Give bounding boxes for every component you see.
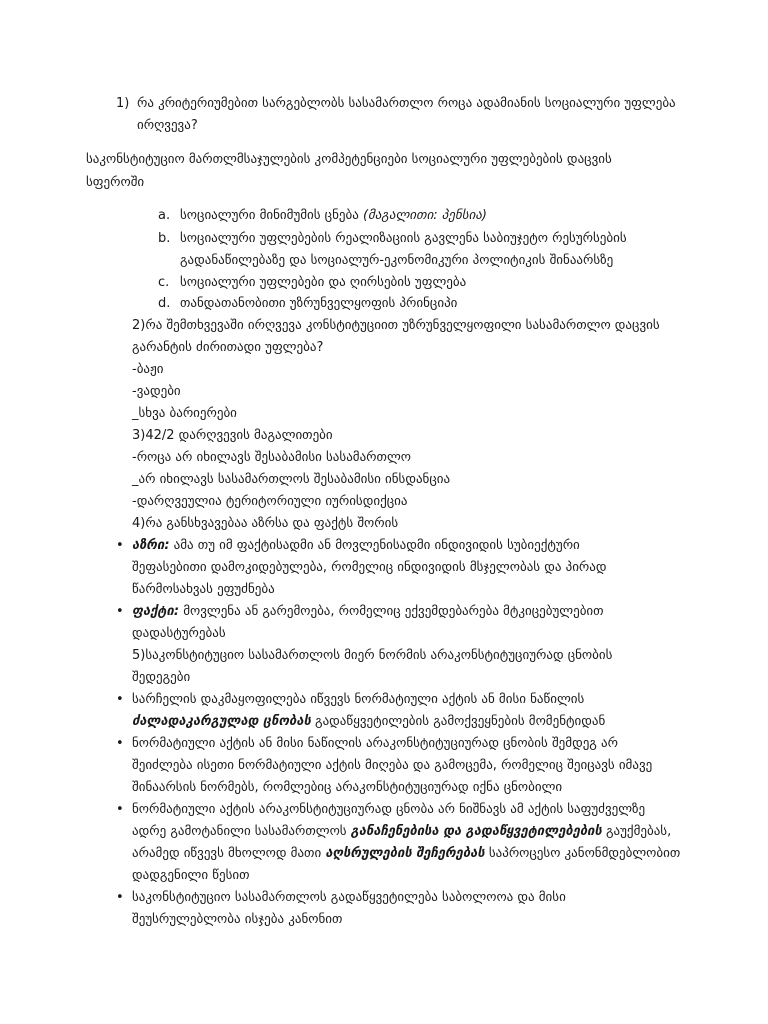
list-letter-d: d. — [158, 296, 171, 311]
opinion-line2: შეფასებითი დამოკიდებულება, რომელიც ინდივიდის მსჯელობას და პირად — [132, 560, 607, 575]
q2-item-2: -ვადები — [132, 384, 181, 399]
list-item-d: თანდათანობითი უზრუნველყოფის პრინციპი — [180, 296, 458, 311]
q5-b1-line2-rest: გადაწყვეტილების გამოქვეყნების მომენტიდან — [310, 714, 606, 729]
q3-item-2: _არ იხილავს სასამართლოს შესაბამისი ინსდანცია — [132, 472, 451, 487]
q2-line1: 2)რა შემთხვევაში ირღვევა კონსტიტუციით უზრუნველყოფილი სასამართლო დაცვის — [132, 318, 660, 333]
q5-b4-line2: შეუსრულებლობა ისჯება კანონით — [132, 912, 343, 927]
q5-b1-line2 — [132, 712, 605, 732]
list-item-a-text: სოციალური მინიმუმის ცნება — [180, 208, 363, 223]
q3-line1: 3)42/2 დარღვევის მაგალითები — [132, 428, 333, 443]
q5-b3-line3-a: არამედ იწვევს მხოლოდ მათი — [132, 846, 326, 861]
q5-b3-line2-a: ადრე გამოტანილი სასამართლოს — [132, 824, 351, 839]
list-item-b-line2: გადანაწილებაზე და სოციალურ-ეკონომიკური პოლიტიკის შინაარსზე — [180, 253, 614, 268]
list-item-c: სოციალური უფლებები და ღირსების უფლება — [180, 275, 467, 290]
q3-item-1: -როცა არ იხილავს შესაბამისი სასამართლო — [132, 450, 411, 465]
q1-number: 1) — [116, 96, 130, 111]
q5-b2-line2: შეიძლება ისეთი ნორმატიული აქტის მიღება და გამოცემა, რომელიც შეიცავს იმავე — [132, 758, 653, 773]
q5-line1: 5)საკონსტიტუციო სასამართლოს მიერ ნორმის არაკონსტიტუციურად ცნობის — [132, 648, 613, 663]
q5-b3-line2-emphasis: განაჩენებისა და გადაწყვეტილებების — [350, 824, 602, 839]
q5-b3-line2 — [132, 822, 671, 842]
opinion-text-1: ამა თუ იმ ფაქტისადმი ან მოვლენისადმი ინდივიდის სუბიექტური — [169, 538, 580, 553]
bullet-fact: • — [116, 604, 124, 619]
q2-line2: გარანტის ძირითადი უფლება? — [132, 340, 324, 355]
list-item-b-line1: სოციალური უფლებების რეალიზაციის გავლენა საბიუჯეტო რესურსების — [180, 231, 627, 246]
q5-b3-line2-b: გაუქმებას, — [601, 824, 672, 839]
opinion-line1 — [132, 536, 580, 556]
bullet-q5-3: • — [116, 802, 124, 817]
q5-b3-line3 — [132, 844, 680, 864]
intro-line1: საკონსტიტუციო მართლმსაჯულების კომპეტენციები სოციალური უფლებების დაცვის — [86, 152, 612, 167]
q5-b2-line3: შინაარსის ნორმებს, რომლებიც არაკონსტიტუციურად იქნა ცნობილი — [132, 780, 563, 795]
q4-line1: 4)რა განსხვავებაა აზრსა და ფაქტს შორის — [132, 516, 399, 531]
list-item-a — [180, 206, 487, 226]
bullet-opinion: • — [116, 538, 124, 553]
q2-item-3: _სხვა ბარიერები — [132, 406, 237, 421]
q5-b3-line4: დადგენილი წესით — [132, 868, 250, 883]
q5-b1-emphasis: ძალადაკარგულად ცნობას — [132, 714, 311, 729]
q5-b3-line3-emphasis: აღსრულების შეჩერებას — [325, 846, 485, 861]
list-letter-a: a. — [158, 208, 171, 223]
q5-b4-line1: საკონსტიტუციო სასამართლოს გადაწყვეტილება საბოლოოა და მისი — [132, 890, 566, 905]
q3-item-3: -დარღვეულია ტერიტორიული იურისდიქცია — [132, 494, 408, 509]
q1-text-line2: ირღვევა? — [137, 118, 198, 133]
q5-b3-line1: ნორმატიული აქტის არაკონსტიტუციურად ცნობა არ ნიშნავს ამ აქტის საფუძველზე — [132, 802, 646, 817]
q1-text-line1: რა კრიტერიუმებით სარგებლობს სასამართლო როცა ადამიანის სოციალური უფლება — [137, 96, 676, 111]
list-letter-b: b. — [158, 231, 171, 246]
list-item-a-note: (მაგალითი: პენსია) — [362, 208, 487, 223]
fact-text-1: მოვლენა ან გარემოება, რომელიც ექვემდებარება მტკიცებულებით — [179, 604, 604, 619]
fact-term: ფაქტი: — [132, 604, 180, 619]
fact-line2: დადასტურებას — [132, 626, 226, 641]
list-letter-c: c. — [158, 275, 170, 290]
q5-b2-line1: ნორმატიული აქტის ან მისი ნაწილის არაკონსტიტუციურად ცნობის შემდეგ არ — [132, 736, 618, 751]
q5-b3-line3-b: საპროცესო კანონმდებლობით — [484, 846, 681, 861]
q5-line2: შედეგები — [132, 670, 191, 685]
intro-line2: სფეროში — [86, 175, 145, 190]
opinion-term: აზრი: — [132, 538, 170, 553]
fact-line1 — [132, 602, 604, 622]
bullet-q5-2: • — [116, 736, 124, 751]
bullet-q5-1: • — [116, 692, 124, 707]
q2-item-1: -ბაჟი — [132, 362, 164, 377]
opinion-line3: წარმოსახვას ეფუძნება — [132, 582, 275, 597]
bullet-q5-4: • — [116, 890, 124, 905]
q5-b1-line1: სარჩელის დაკმაყოფილება იწვევს ნორმატიული აქტის ან მისი ნაწილის — [132, 692, 585, 707]
